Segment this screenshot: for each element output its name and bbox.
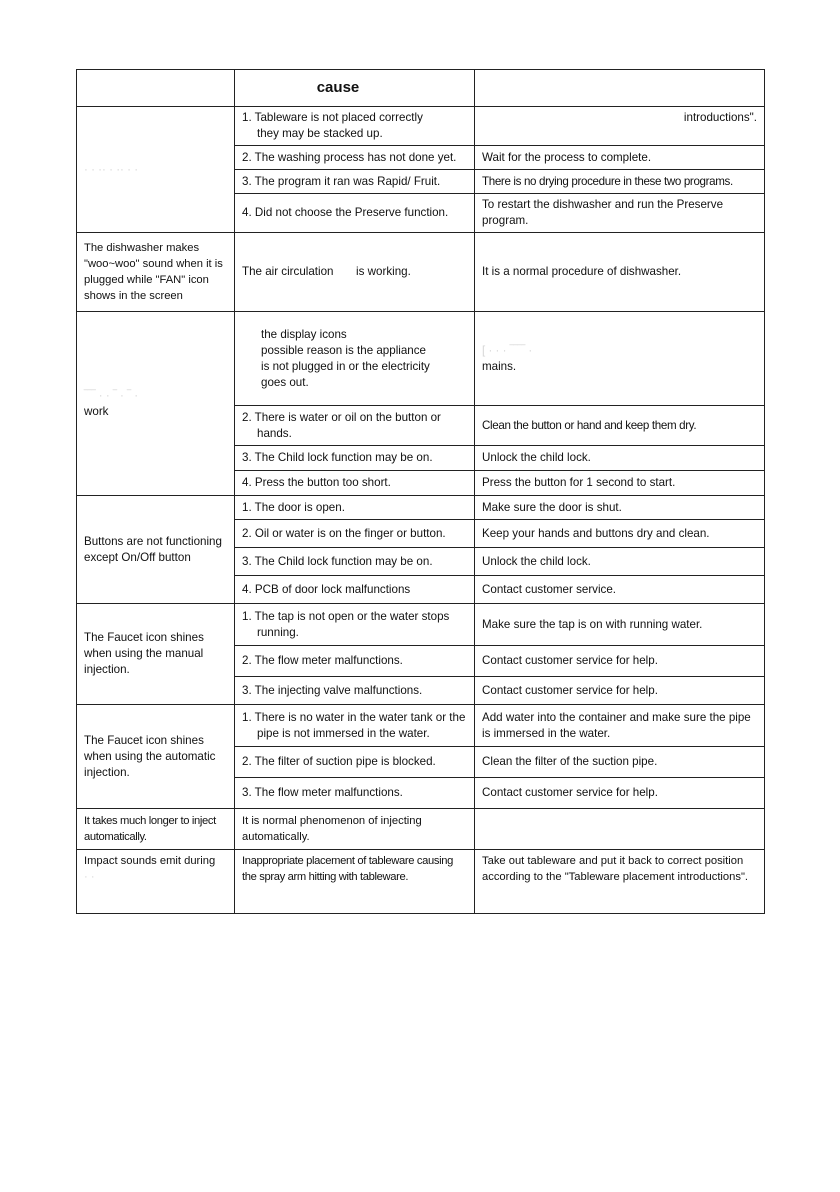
solution-cell: Contact customer service for help. (475, 646, 765, 677)
cause-cell: 3. The injecting valve malfunctions. (235, 677, 475, 705)
cause-cell: 3. The Child lock function may be on. (235, 548, 475, 576)
solution-cell: It is a normal procedure of dishwasher. (475, 233, 765, 312)
cause-cell: 4. Did not choose the Preserve function. (235, 194, 475, 233)
cause-cell: 2. Oil or water is on the finger or button. (235, 520, 475, 548)
solution-cell: Press the button for 1 second to start. (475, 471, 765, 496)
cause-cell: 1. There is no water in the water tank or the pipe is not immersed in the water. (235, 705, 475, 747)
cause-cell: 2. There is water or oil on the button or hands. (235, 406, 475, 446)
solution-cell: Unlock the child lock. (475, 446, 765, 471)
cause-cell: 2. The washing process has not done yet. (235, 146, 475, 170)
solution-cell: Take out tableware and put it back to correct position according to the "Tableware placement introductions". (475, 850, 765, 914)
problem-cell: Buttons are not functioning except On/Off button (77, 496, 235, 604)
cause-cell: The air circulation is working. (235, 233, 475, 312)
cause-cell: 1. The tap is not open or the water stops running. (235, 604, 475, 646)
header-cause: cause (235, 70, 475, 107)
solution-cell: To restart the dishwasher and run the Preserve program. (475, 194, 765, 233)
solution-cell (475, 809, 765, 850)
faded-text: · · ·· · ·· · · (84, 162, 139, 176)
cause-cell: It is normal phenomenon of injecting automatically. (235, 809, 475, 850)
solution-cell: Keep your hands and buttons dry and clean. (475, 520, 765, 548)
cause-cell: 4. PCB of door lock malfunctions (235, 576, 475, 604)
problem-cell: ‾‾‾ · · ‾ · ‾ · work (77, 312, 235, 496)
cause-cell: the display icons possible reason is the appliance is not plugged in or the electricity goes out. (235, 312, 475, 406)
cause-cell: 1. The door is open. (235, 496, 475, 520)
cause-cell: 4. Press the button too short. (235, 471, 475, 496)
problem-cell (77, 107, 235, 233)
solution-cell: Clean the filter of the suction pipe. (475, 747, 765, 778)
solution-cell: Add water into the container and make sure the pipe is immersed in the water. (475, 705, 765, 747)
faded-text: [ · · · ‾‾‾‾ · (482, 343, 533, 357)
solution-cell: There is no drying procedure in these two programs. (475, 170, 765, 194)
cause-cell: 3. The program it ran was Rapid/ Fruit. (235, 170, 475, 194)
cause-cell: 3. The flow meter malfunctions. (235, 778, 475, 809)
faded-text: · · (84, 871, 95, 883)
problem-cell: It takes much longer to inject automatically. (77, 809, 235, 850)
solution-cell: Make sure the door is shut. (475, 496, 765, 520)
problem-cell: The dishwasher makes "woo~woo" sound when it is plugged while "FAN" icon shows in the screen (77, 233, 235, 312)
table-row (77, 705, 765, 747)
table-row (77, 604, 765, 646)
solution-cell: Clean the button or hand and keep them dry. (475, 406, 765, 446)
header-solution (475, 70, 765, 107)
cause-cell: 2. The flow meter malfunctions. (235, 646, 475, 677)
header-problem (77, 70, 235, 107)
troubleshooting-table (76, 69, 765, 914)
solution-cell: Unlock the child lock. (475, 548, 765, 576)
solution-cell: [ · · · ‾‾‾‾ · mains. (475, 312, 765, 406)
cause-cell: Inappropriate placement of tableware causing the spray arm hitting with tableware. (235, 850, 475, 914)
cause-cell: 3. The Child lock function may be on. (235, 446, 475, 471)
solution-cell: introductions". (475, 107, 765, 146)
problem-cell: The Faucet icon shines when using the automatic injection. (77, 705, 235, 809)
table-row (77, 233, 765, 312)
solution-cell: Make sure the tap is on with running water. (475, 604, 765, 646)
troubleshooting-sheet (76, 69, 764, 914)
table-row (77, 809, 765, 850)
solution-cell: Contact customer service. (475, 576, 765, 604)
cause-cell: 2. The filter of suction pipe is blocked. (235, 747, 475, 778)
table-row (77, 850, 765, 914)
table-row (77, 107, 765, 146)
table-row (77, 496, 765, 520)
solution-cell: Contact customer service for help. (475, 778, 765, 809)
problem-cell: Impact sounds emit during · · (77, 850, 235, 914)
table-row (77, 312, 765, 406)
faded-text: ‾‾‾ · · ‾ · ‾ · (84, 388, 139, 402)
problem-cell: The Faucet icon shines when using the manual injection. (77, 604, 235, 705)
solution-cell: Contact customer service for help. (475, 677, 765, 705)
cause-cell: 1. Tableware is not placed correctly they may be stacked up. (235, 107, 475, 146)
table-header-row (77, 70, 765, 107)
solution-cell: Wait for the process to complete. (475, 146, 765, 170)
